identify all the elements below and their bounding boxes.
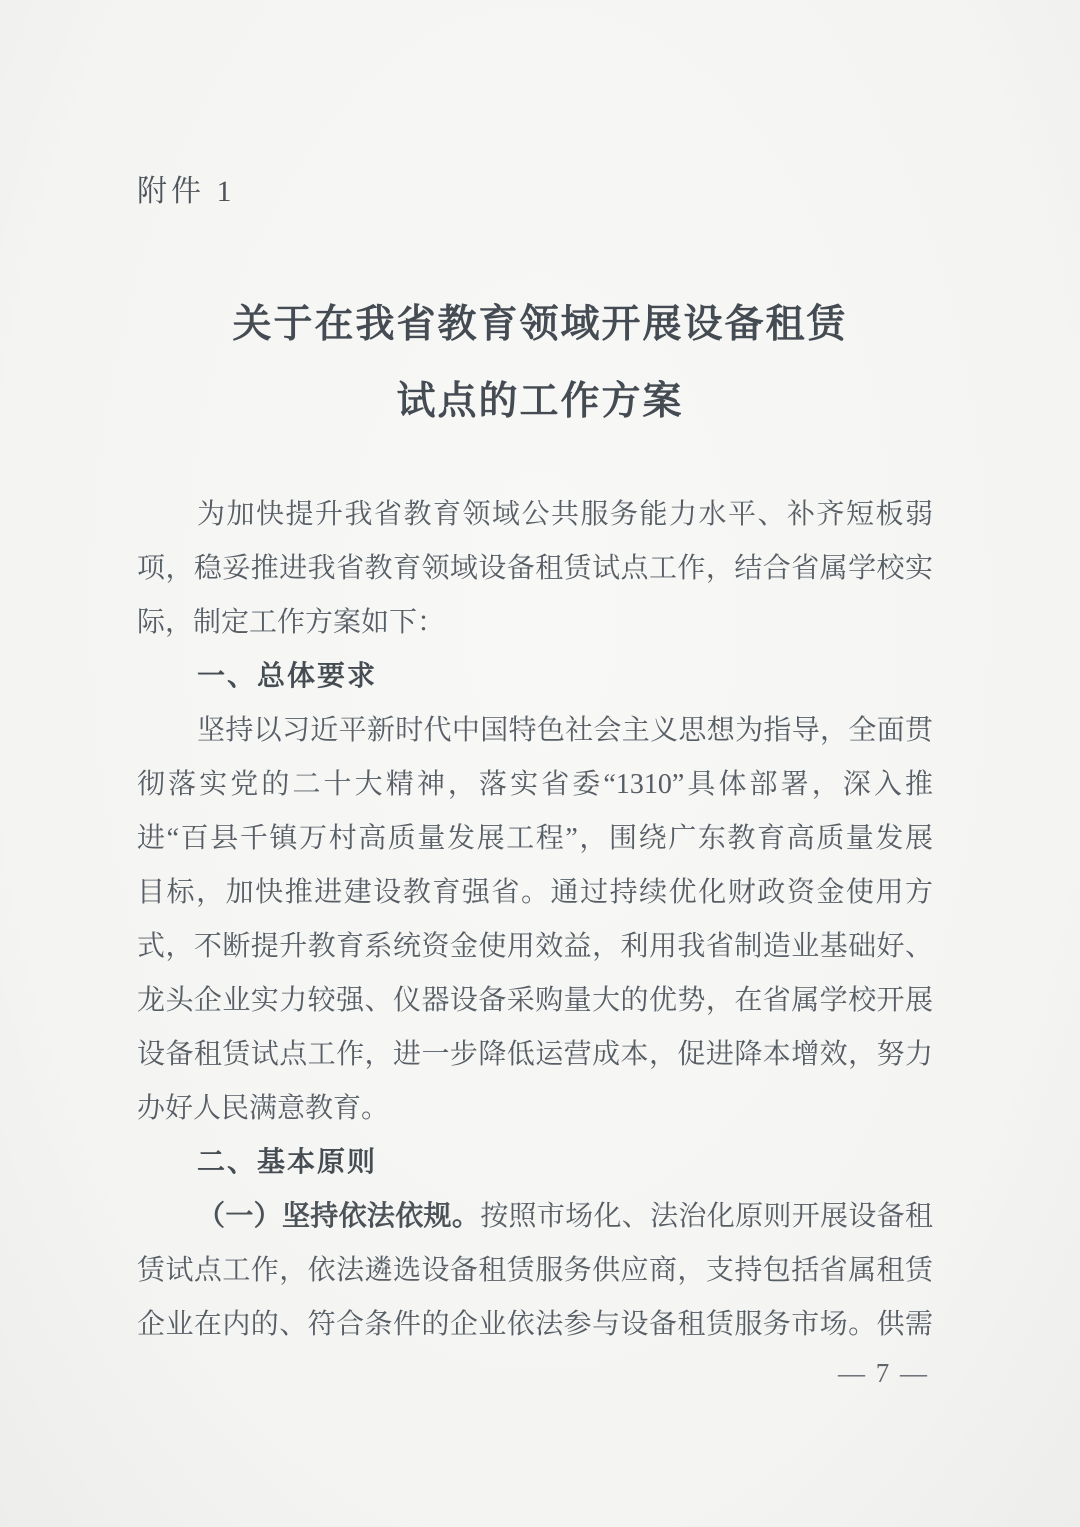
body-line: 目标，加快推进建设教育强省。通过持续优化财政资金使用方 xyxy=(137,877,933,908)
body-line: 式，不断提升教育系统资金使用效益，利用我省制造业基础好、 xyxy=(137,931,933,962)
body-line: 际，制定工作方案如下： xyxy=(137,607,446,638)
document-title xyxy=(0,286,1080,440)
section-heading: 一、总体要求 xyxy=(197,661,378,692)
body-line: 设备租赁试点工作，进一步降低运营成本，促进降本增效，努力 xyxy=(137,1039,933,1070)
body-line: 企业在内的、符合条件的企业依法参与设备租赁服务市场。供需 xyxy=(137,1309,933,1340)
inline-heading: （一）坚持依法依规。 xyxy=(197,1201,481,1232)
body-line: 项，稳妥推进我省教育领域设备租赁试点工作，结合省属学校实 xyxy=(137,553,933,584)
section-heading: 二、基本原则 xyxy=(197,1147,378,1178)
body-line: 彻落实党的二十大精神，落实省委“1310”具体部署，深入推 xyxy=(137,769,933,800)
body-line xyxy=(137,1190,933,1244)
document-title-line-1: 关于在我省教育领域开展设备租赁 xyxy=(232,303,848,346)
body-line: 坚持以习近平新时代中国特色社会主义思想为指导，全面贯 xyxy=(197,715,933,746)
document-title-line-2: 试点的工作方案 xyxy=(396,380,684,423)
body-line: 办好人民满意教育。 xyxy=(137,1093,390,1124)
page-number: — 7 — xyxy=(838,1358,929,1388)
body-line: 龙头企业实力较强、仪器设备采购量大的优势，在省属学校开展 xyxy=(137,985,933,1016)
document-body xyxy=(137,488,933,1352)
body-text: 按照市场化、法治化原则开展设备租 xyxy=(480,1201,933,1232)
attachment-label: 附件 1 xyxy=(137,175,236,208)
body-line: 进“百县千镇万村高质量发展工程”，围绕广东教育高质量发展 xyxy=(137,823,933,854)
body-line: 赁试点工作，依法遴选设备租赁服务供应商，支持包括省属租赁 xyxy=(137,1255,933,1286)
body-line: 为加快提升我省教育领域公共服务能力水平、补齐短板弱 xyxy=(197,499,933,530)
